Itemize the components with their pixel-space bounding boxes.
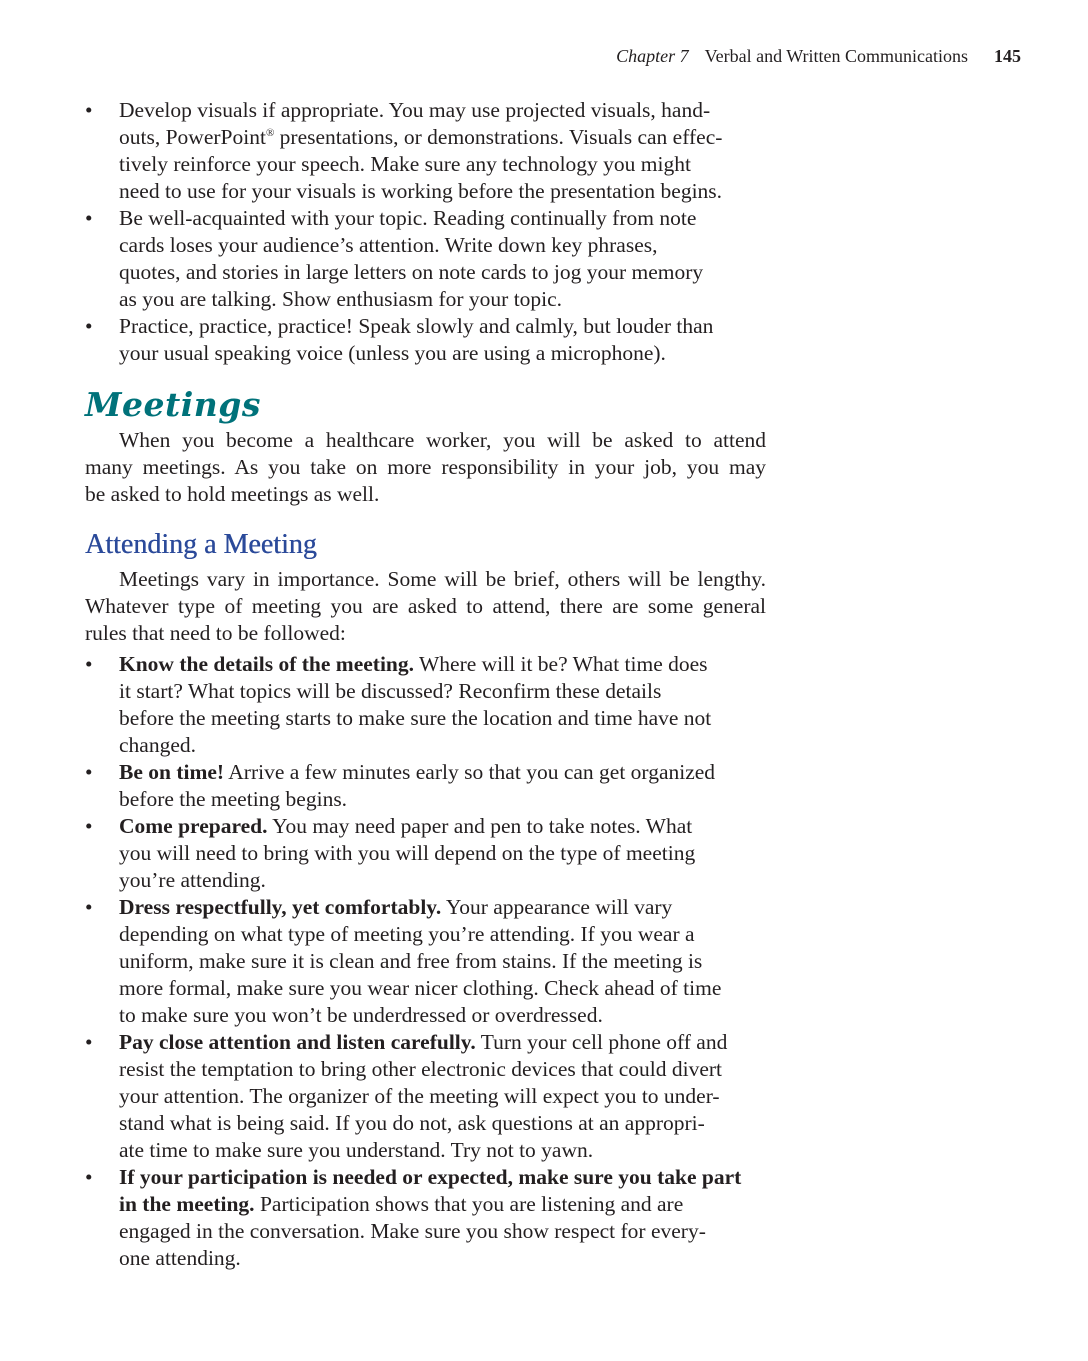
text-line [119, 205, 766, 232]
line-text: you’re attending. [119, 868, 266, 892]
line-text: cards loses your audience’s attention. Write down key phrases, [119, 233, 658, 257]
line-text: more formal, make sure you wear nicer clothing. Check ahead of time [119, 976, 722, 1000]
line-text: before the meeting begins. [119, 787, 348, 811]
text-line [119, 1218, 766, 1245]
text-line [119, 651, 766, 678]
text-line [119, 259, 766, 286]
line-text: outs, PowerPoint® presentations, or demonstrations. Visuals can effec- [119, 125, 723, 149]
section-heading-meetings: Meetings [85, 385, 261, 424]
line-text: to make sure you won’t be underdressed or overdressed. [119, 1003, 603, 1027]
line-text: Your appearance will vary [441, 895, 673, 919]
text-line [119, 705, 766, 732]
bold-lead: Know the details of the meeting. [119, 652, 414, 676]
registered-mark: ® [265, 126, 275, 139]
line-text: Participation shows that you are listening and are [254, 1192, 684, 1216]
text-line [119, 1164, 766, 1191]
line-text: Turn your cell phone off and [475, 1030, 728, 1054]
attending-bullet-list [85, 651, 766, 1272]
bullet-icon: • [85, 895, 93, 919]
line-text: Arrive a few minutes early so that you can get organized [224, 760, 716, 784]
bold-lead: Be on time! [119, 760, 225, 784]
text-line [119, 840, 766, 867]
bold-lead: If your participation is needed or expected, make sure you take part [119, 1165, 742, 1189]
attending-paragraph [85, 566, 766, 647]
list-item [85, 759, 766, 813]
text-line [119, 786, 766, 813]
text-line [119, 975, 766, 1002]
text-line [119, 948, 766, 975]
running-header [616, 46, 1021, 67]
list-item [85, 651, 766, 759]
bullet-icon: • [85, 1030, 93, 1054]
line-text: Develop visuals if appropriate. You may use projected visuals, hand- [119, 98, 711, 122]
text-line: many meetings. As you take on more responsibility in your job, you may [85, 455, 766, 479]
line-text: you will need to bring with you will depend on the type of meeting [119, 841, 696, 865]
text-line [119, 97, 766, 124]
bold-lead: in the meeting. [119, 1192, 255, 1216]
text-line [119, 124, 766, 151]
text-line [119, 759, 766, 786]
text-line [119, 1191, 766, 1218]
chapter-label: Chapter 7 [616, 46, 689, 66]
list-item [85, 205, 766, 313]
text-line: rules that need to be followed: [85, 621, 346, 645]
top-bullet-list [85, 97, 766, 367]
bullet-icon: • [85, 98, 93, 122]
line-text: one attending. [119, 1246, 241, 1270]
list-item [85, 813, 766, 894]
list-item [85, 97, 766, 205]
subsection-heading-attending: Attending a Meeting [85, 529, 317, 560]
text-line [119, 894, 766, 921]
bullet-icon: • [85, 760, 93, 784]
line-text: uniform, make sure it is clean and free from stains. If the meeting is [119, 949, 703, 973]
list-item [85, 1029, 766, 1164]
meetings-paragraph [85, 427, 766, 508]
text-line [119, 1245, 766, 1272]
bullet-icon: • [85, 1165, 93, 1189]
text-line [119, 1083, 766, 1110]
text-line [119, 1110, 766, 1137]
text-line: be asked to hold meetings as well. [85, 482, 380, 506]
line-text: changed. [119, 733, 197, 757]
text-line [119, 813, 766, 840]
text-line [119, 678, 766, 705]
text-line: When you become a healthcare worker, you will be asked to attend [119, 428, 766, 452]
line-text: ate time to make sure you understand. Try not to yawn. [119, 1138, 594, 1162]
line-text: tively reinforce your speech. Make sure any technology you might [119, 152, 691, 176]
line-text: quotes, and stories in large letters on note cards to jog your memory [119, 260, 704, 284]
text-line [119, 151, 766, 178]
text-line [119, 732, 766, 759]
text-line [119, 178, 766, 205]
bullet-icon: • [85, 652, 93, 676]
text-line [119, 867, 766, 894]
bold-lead: Dress respectfully, yet comfortably. [119, 895, 442, 919]
text-line: Whatever type of meeting you are asked to attend, there are some general [85, 594, 766, 618]
text-line [119, 313, 766, 340]
line-text: your attention. The organizer of the meeting will expect you to under- [119, 1084, 720, 1108]
line-text: Where will it be? What time does [414, 652, 708, 676]
line-text: stand what is being said. If you do not, ask questions at an appropri- [119, 1111, 705, 1135]
line-text: engaged in the conversation. Make sure you show respect for every- [119, 1219, 706, 1243]
line-text: You may need paper and pen to take notes. What [267, 814, 693, 838]
line-text: need to use for your visuals is working before the presentation begins. [119, 179, 723, 203]
text-line [119, 1137, 766, 1164]
list-item [85, 894, 766, 1029]
line-text: as you are talking. Show enthusiasm for your topic. [119, 287, 563, 311]
bullet-icon: • [85, 314, 93, 338]
list-item [85, 313, 766, 367]
bold-lead: Pay close attention and listen carefully. [119, 1030, 476, 1054]
chapter-title: Verbal and Written Communications [704, 46, 968, 66]
page-number: 145 [994, 46, 1021, 66]
line-text: Be well-acquainted with your topic. Reading continually from note [119, 206, 697, 230]
text-line [119, 1029, 766, 1056]
line-text: resist the temptation to bring other electronic devices that could divert [119, 1057, 723, 1081]
text-line [119, 232, 766, 259]
list-item [85, 1164, 766, 1272]
bullet-icon: • [85, 814, 93, 838]
text-line [119, 1002, 766, 1029]
bullet-icon: • [85, 206, 93, 230]
text-line: Meetings vary in importance. Some will be brief, others will be lengthy. [119, 567, 766, 591]
text-line [119, 340, 766, 367]
line-text: before the meeting starts to make sure the location and time have not [119, 706, 712, 730]
line-text: it start? What topics will be discussed? Reconfirm these details [119, 679, 662, 703]
text-line [119, 1056, 766, 1083]
line-text: depending on what type of meeting you’re attending. If you wear a [119, 922, 695, 946]
line-text: your usual speaking voice (unless you are using a microphone). [119, 341, 666, 365]
text-column [85, 97, 766, 1272]
text-line [119, 921, 766, 948]
line-text: Practice, practice, practice! Speak slowly and calmly, but louder than [119, 314, 714, 338]
bold-lead: Come prepared. [119, 814, 268, 838]
text-line [119, 286, 766, 313]
